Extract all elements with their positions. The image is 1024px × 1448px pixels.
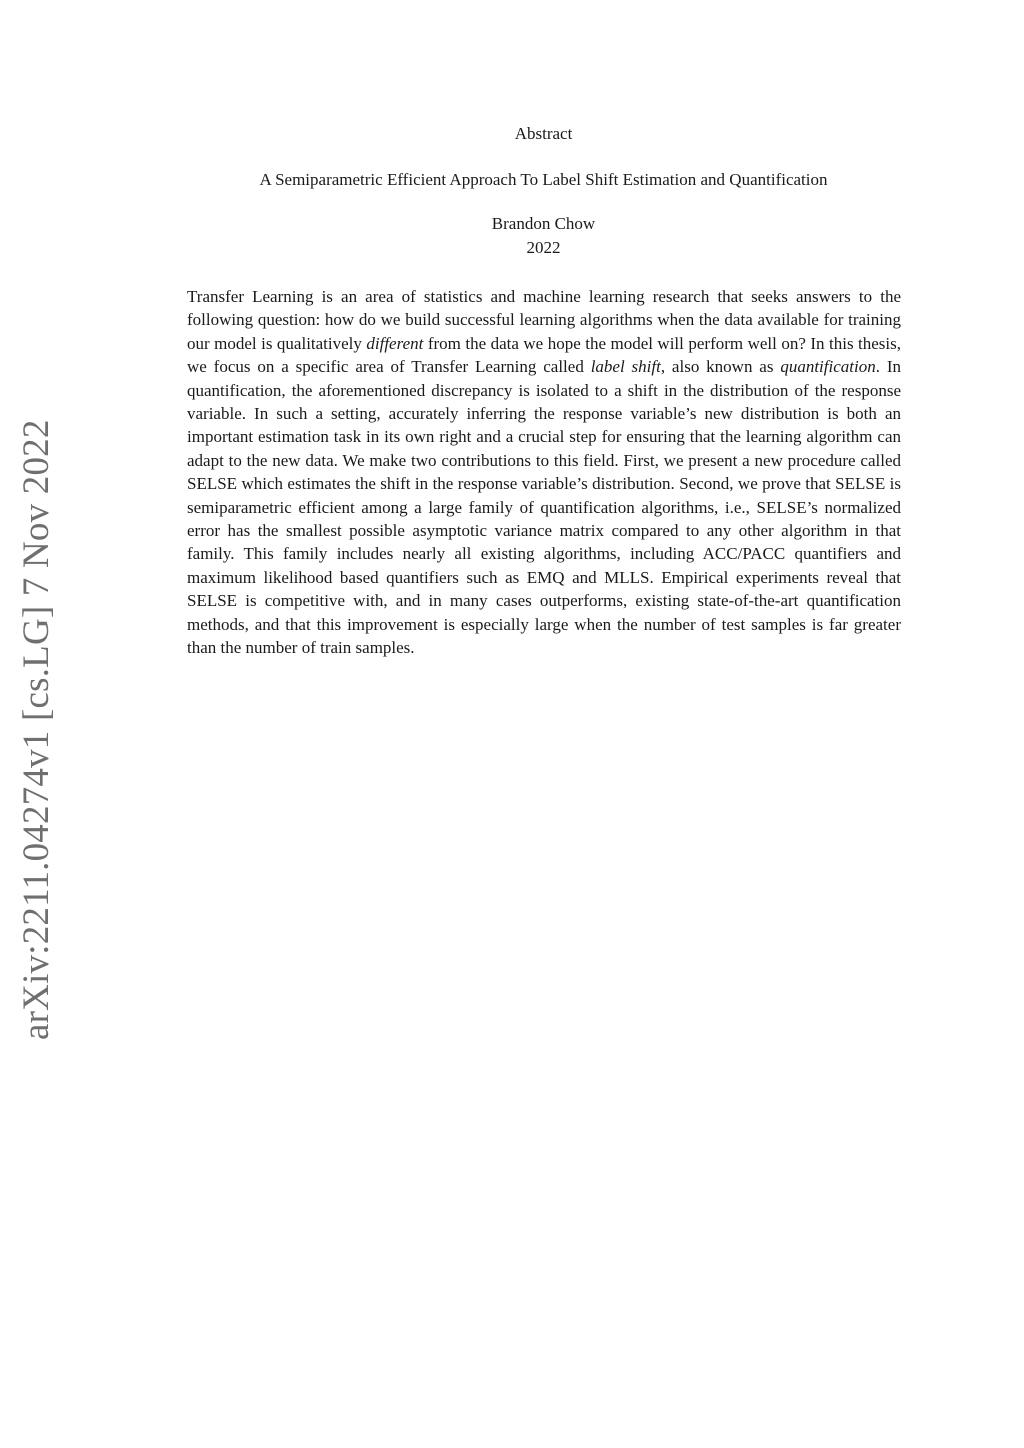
abstract-heading: Abstract (514, 124, 573, 143)
author-name: Brandon Chow (491, 214, 596, 233)
publication-year: 2022 (526, 238, 561, 257)
abstract-text-part-3: , also known as (660, 357, 781, 377)
abstract-emphasis-different: different (366, 333, 424, 353)
abstract-emphasis-quantification: quantification (780, 357, 876, 377)
abstract-text-part-2: from the data we hope the model will perform well on? In this thesis, we focus on a specific area of Transfer Learning called (187, 333, 902, 377)
abstract-body (187, 285, 901, 660)
abstract-text-part-4: . In quantification, the aforementioned discrepancy is isolated to a shift in the distribution of the response variable. In such a setting, accurately inferring the response variable’s new distribution is both an important estimation task in its own right and a crucial step for ensuring that the learning algorithm can adapt to the new data. We make two contributions to this field. First, we present a new procedure called SELSE which estimates the shift in the response variable’s distribution. Second, we prove that SELSE is semiparametric efficient among a large family of quantification algorithms, i.e., SELSE’s normalized error has the smallest possible asymptotic variance matrix compared to any other algorithm in that family. This family includes nearly all existing algorithms, including ACC/PACC quantifiers and maximum likelihood based quantifiers such as EMQ and MLLS. Empirical experiments reveal that SELSE is competitive with, and in many cases outperforms, existing state-of-the-art quantification methods, and that this improvement is especially large when the number of test samples is far greater than the number of train samples. (187, 357, 901, 658)
abstract-emphasis-label-shift: label shift (590, 357, 661, 377)
abstract-text-part-1: Transfer Learning is an area of statistics and machine learning research that seeks answers to the following question: how do we build successful learning algorithms when the data available for training our model is qualitatively (187, 287, 901, 353)
paper-title: A Semiparametric Efficient Approach To Label Shift Estimation and Quantification (259, 170, 828, 189)
arxiv-identifier-stamp: arXiv:2211.04274v1 [cs.LG] 7 Nov 2022 (16, 419, 57, 1040)
